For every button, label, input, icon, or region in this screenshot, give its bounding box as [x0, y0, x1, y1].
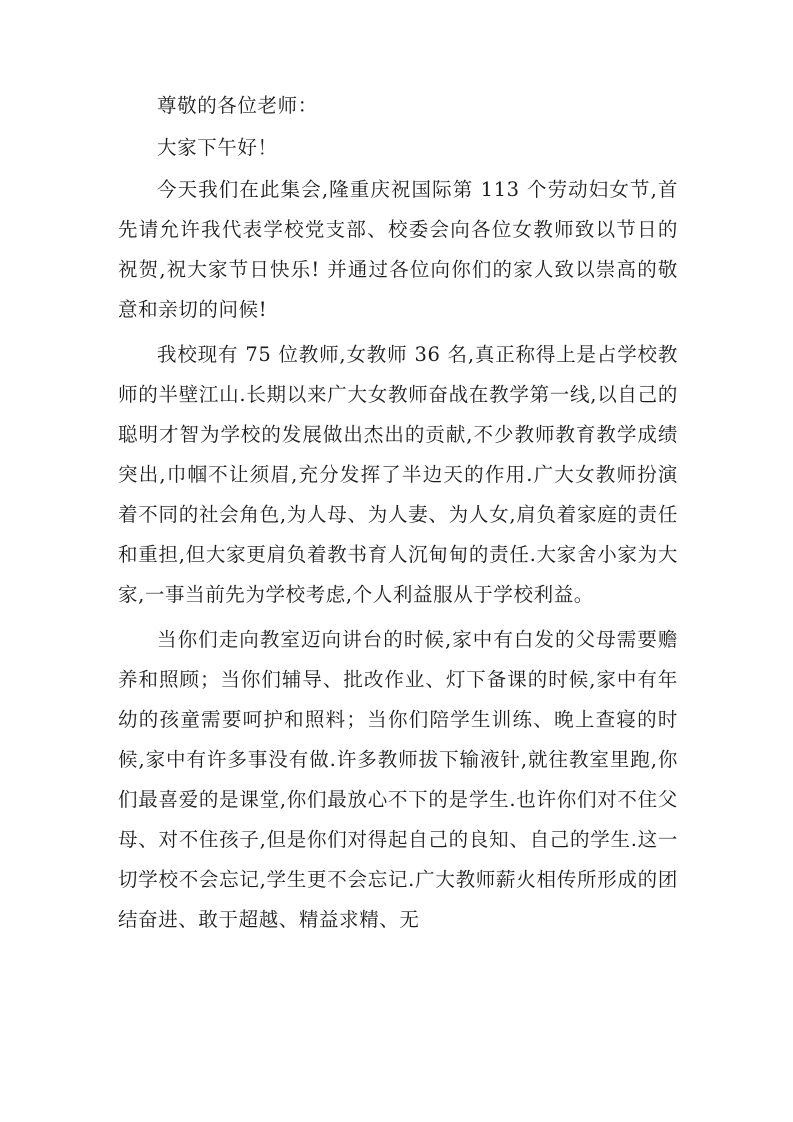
- paragraph-opening: 今天我们在此集会,隆重庆祝国际第 113 个劳动妇女节,首先请允许我代表学校党支部、校委会向各位女教师致以节日的祝贺,祝大家节日快乐! 并通过各位向你们的家人致以崇高的敬意和亲切的问候!: [118, 178, 678, 321]
- paragraph-body-2: 当你们走向教室迈向讲台的时候,家中有白发的父母需要赡养和照顾；当你们辅导、批改作业、灯下备课的时候,家中有年幼的孩童需要呵护和照料；当你们陪学生训练、晚上查寝的时候,家中有许多事没有做.许多教师拔下输液针,就往教室里跑,你们最喜爱的是课堂,你们最放心不下的是学生.也许你们对不住父母、对不住孩子,但是你们对得起自己的良知、自己的学生.这一切学校不会忘记,学生更不会忘记.广大教师薪火相传所形成的团结奋进、敢于超越、精益求精、无: [118, 628, 678, 931]
- document-body: [118, 86, 678, 945]
- paragraph-body-1: 我校现有 75 位教师,女教师 36 名,真正称得上是占学校教师的半壁江山.长期以来广大女教师奋战在教学第一线,以自己的聪明才智为学校的发展做出杰出的贡献,不少教师教育教学成绩突出,巾帼不让须眉,充分发挥了半边天的作用.广大女教师扮演着不同的社会角色,为人母、为人妻、为人女,肩负着家庭的责任和重担,但大家更肩负着教书育人沉甸甸的责任.大家舍小家为大家,一事当前先为学校考虑,个人利益服从于学校利益。: [118, 343, 678, 606]
- paragraph-salutation: 尊敬的各位老师：: [157, 94, 318, 117]
- paragraph-greeting: 大家下午好！: [157, 136, 278, 159]
